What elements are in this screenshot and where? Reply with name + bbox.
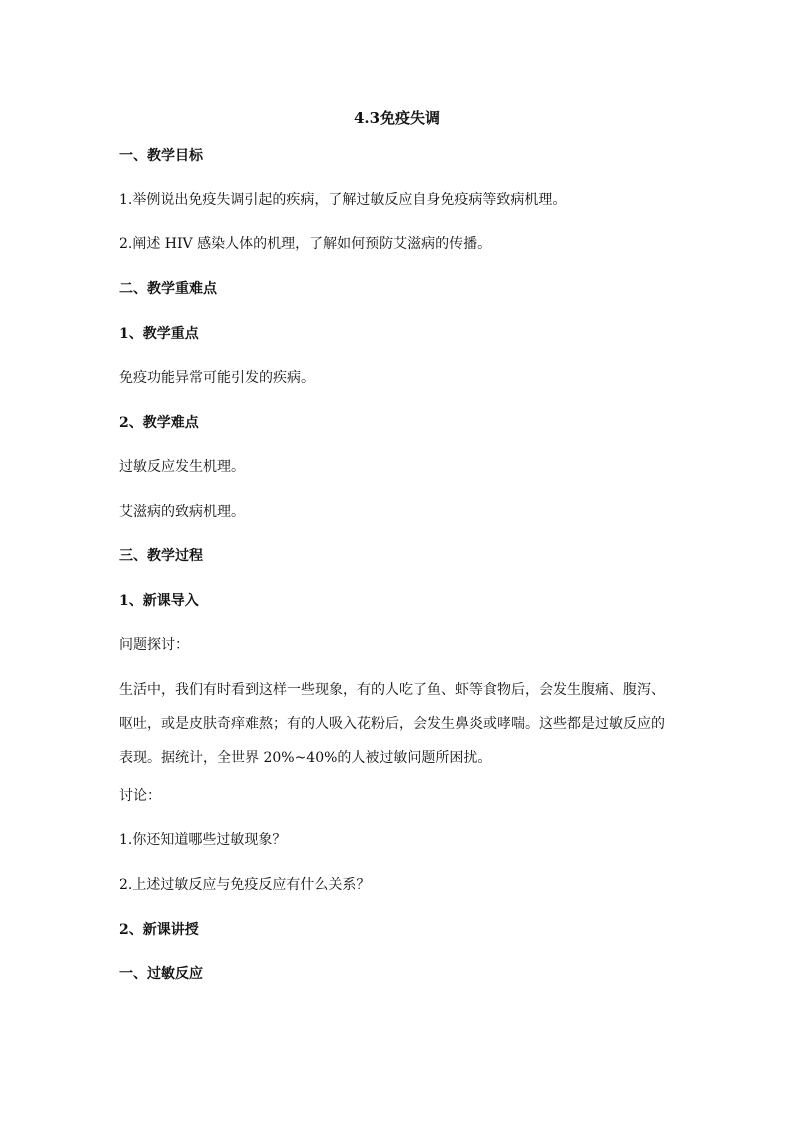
paragraph-line-3: 表现。据统计，全世界 20%~40%的人被过敏问题所困扰。 xyxy=(119,750,492,766)
subheading-allergic-reaction: 一、过敏反应 xyxy=(119,966,203,982)
objective-item-2: 2.阐述 HIV 感染人体的机理，了解如何预防艾滋病的传播。 xyxy=(119,236,492,252)
discussion-item-2: 2.上述过敏反应与免疫反应有什么关系？ xyxy=(119,877,371,893)
section-heading-objectives: 一、教学目标 xyxy=(119,148,203,164)
difficult-item-1: 过敏反应发生机理。 xyxy=(119,459,245,475)
section-heading-process: 三、教学过程 xyxy=(119,548,203,564)
page-title: 4.3免疫失调 xyxy=(353,109,441,127)
paragraph-line-1: 生活中，我们有时看到这样一些现象，有的人吃了鱼、虾等食物后，会发生腹痛、腹泻、 xyxy=(119,682,665,698)
subheading-key: 1、教学重点 xyxy=(119,326,199,342)
subheading-lecture: 2、新课讲授 xyxy=(119,922,199,938)
objective-item-1: 1.举例说出免疫失调引起的疾病，了解过敏反应自身免疫病等致病机理。 xyxy=(119,192,567,208)
discussion-label: 讨论： xyxy=(119,788,161,804)
subheading-intro: 1、新课导入 xyxy=(119,593,199,609)
question-label: 问题探讨： xyxy=(119,637,189,653)
paragraph-line-2: 呕吐，或是皮肤奇痒难熬；有的人吸入花粉后，会发生鼻炎或哮喘。这些都是过敏反应的 xyxy=(119,716,665,732)
difficult-item-2: 艾滋病的致病机理。 xyxy=(119,504,245,520)
key-point-text: 免疫功能异常可能引发的疾病。 xyxy=(119,370,315,386)
intro-paragraph xyxy=(119,673,679,775)
section-heading-key-points: 二、教学重难点 xyxy=(119,281,217,297)
discussion-item-1: 1.你还知道哪些过敏现象？ xyxy=(119,832,287,848)
subheading-difficult: 2、教学难点 xyxy=(119,415,199,431)
